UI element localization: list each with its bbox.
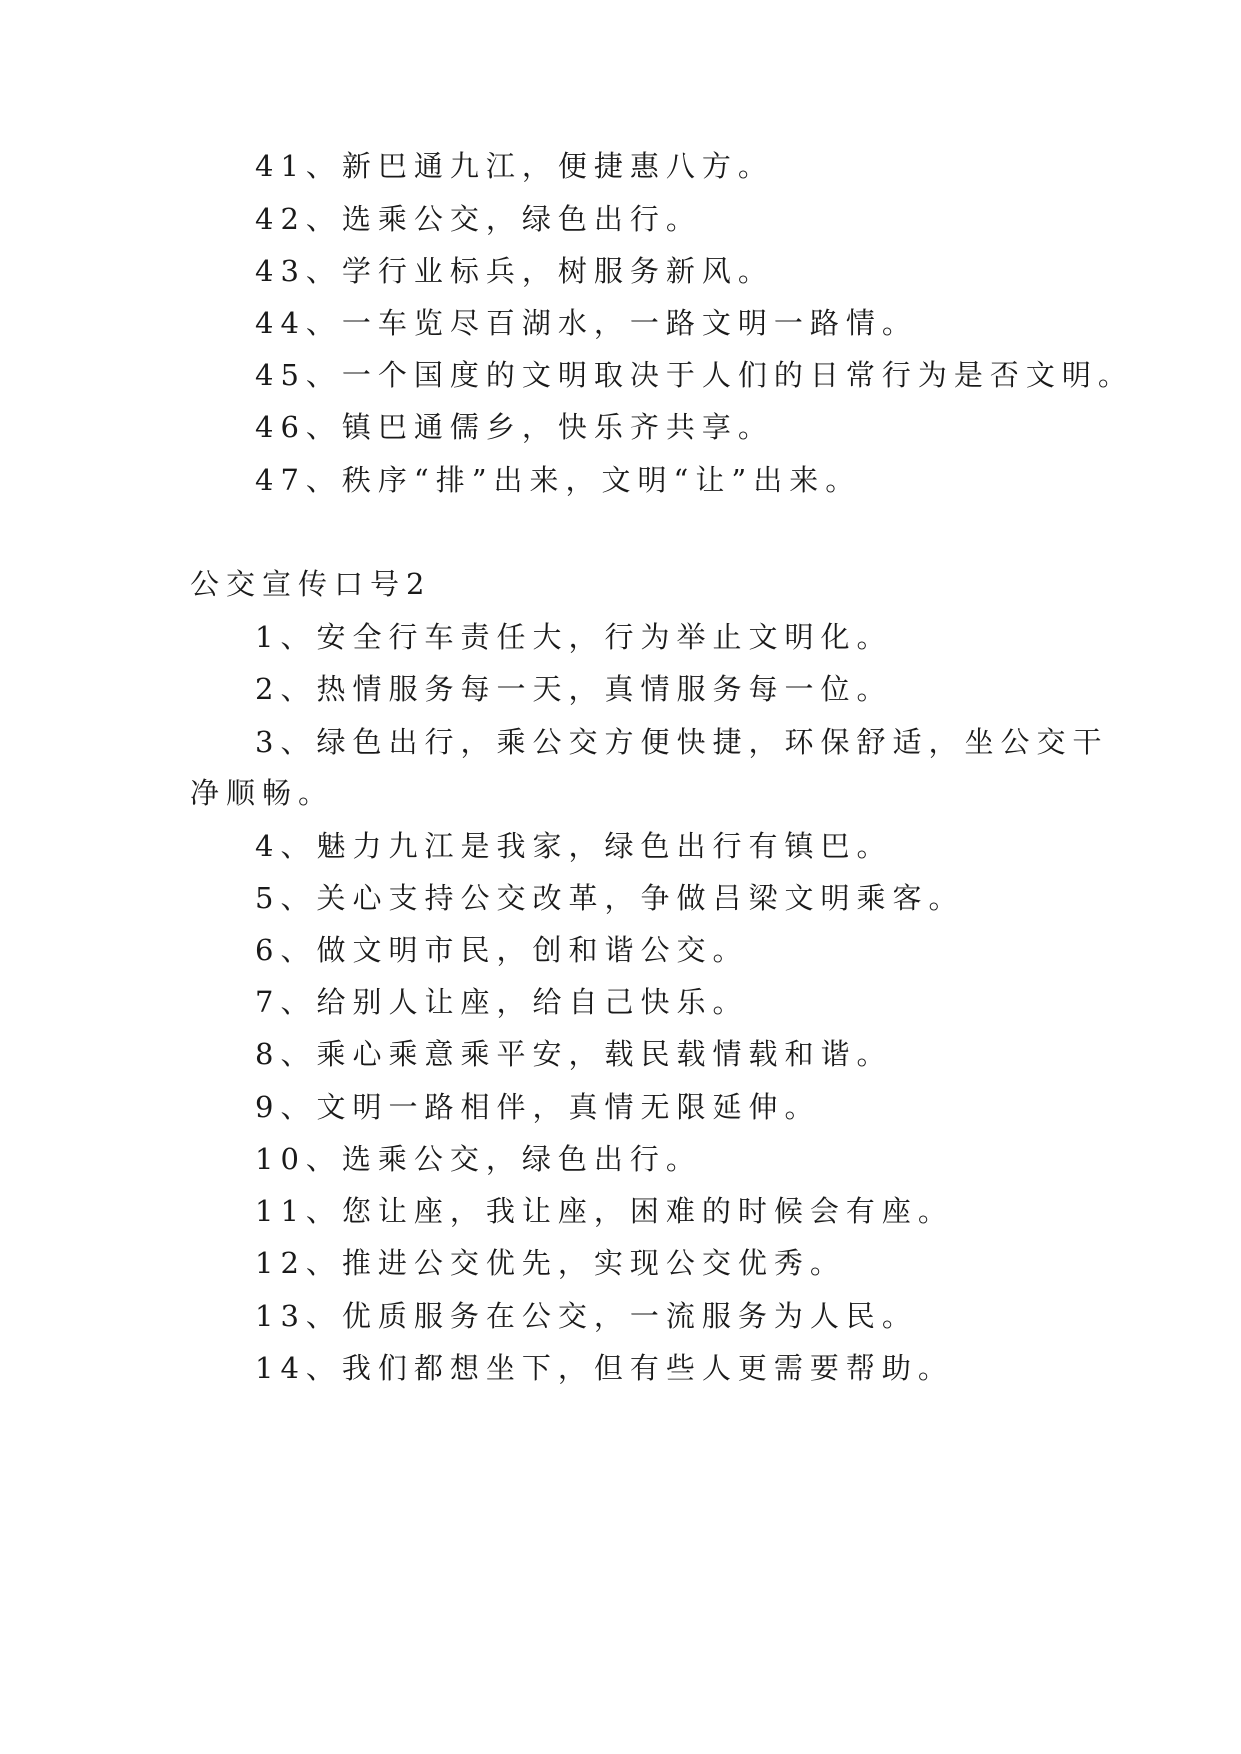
slogan-42: 42、选乘公交，绿色出行。 <box>255 202 702 236</box>
slogan-46: 46、镇巴通儒乡，快乐齐共享。 <box>255 410 774 444</box>
slogan-2: 2、热情服务每一天，真情服务每一位。 <box>255 672 893 706</box>
slogan-8: 8、乘心乘意乘平安，载民载情载和谐。 <box>255 1037 893 1071</box>
slogan-6: 6、做文明市民，创和谐公交。 <box>255 933 749 967</box>
slogan-14: 14、我们都想坐下，但有些人更需要帮助。 <box>255 1351 954 1385</box>
slogan-3: 3、绿色出行，乘公交方便快捷，环保舒适，坐公交干 <box>255 725 1109 759</box>
slogan-3-continuation: 净顺畅。 <box>190 776 335 810</box>
slogan-1: 1、安全行车责任大，行为举止文明化。 <box>255 620 893 654</box>
section-title: 公交宣传口号2 <box>190 567 432 601</box>
slogan-45: 45、一个国度的文明取决于人们的日常行为是否文明。 <box>255 358 1134 392</box>
slogan-11: 11、您让座，我让座，困难的时候会有座。 <box>255 1194 954 1228</box>
slogan-43: 43、学行业标兵，树服务新风。 <box>255 254 774 288</box>
slogan-5: 5、关心支持公交改革，争做吕梁文明乘客。 <box>255 881 965 915</box>
slogan-9: 9、文明一路相伴，真情无限延伸。 <box>255 1090 821 1124</box>
slogan-47: 47、秩序“排”出来，文明“让”出来。 <box>255 463 862 497</box>
slogan-44: 44、一车览尽百湖水，一路文明一路情。 <box>255 306 918 340</box>
slogan-10: 10、选乘公交，绿色出行。 <box>255 1142 702 1176</box>
slogan-13: 13、优质服务在公交，一流服务为人民。 <box>255 1299 918 1333</box>
slogan-12: 12、推进公交优先，实现公交优秀。 <box>255 1246 846 1280</box>
slogan-41: 41、新巴通九江，便捷惠八方。 <box>255 149 774 183</box>
slogan-7: 7、给别人让座，给自己快乐。 <box>255 985 749 1019</box>
slogan-4: 4、魅力九江是我家，绿色出行有镇巴。 <box>255 829 893 863</box>
